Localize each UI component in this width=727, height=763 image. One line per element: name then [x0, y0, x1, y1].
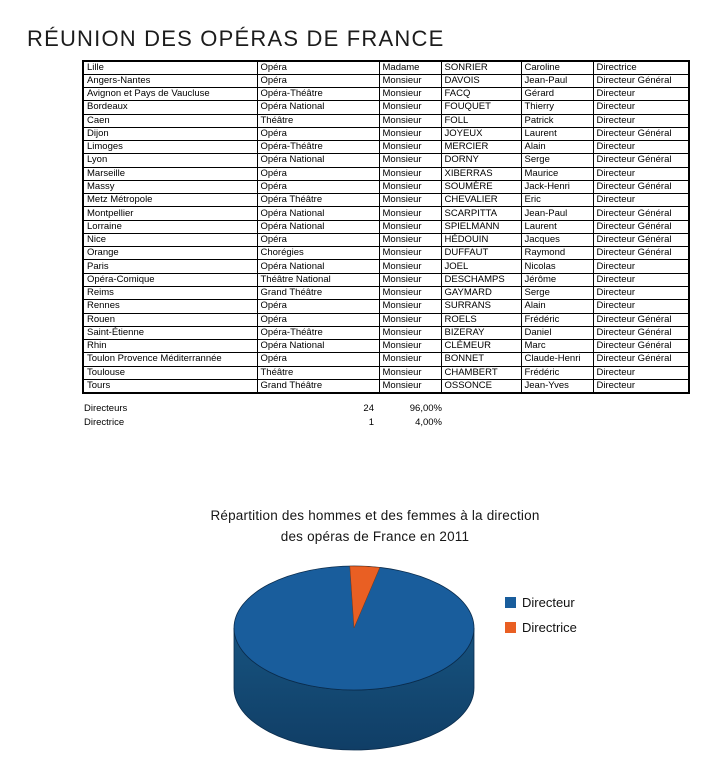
table-cell: Directeur Général — [593, 326, 689, 339]
table-cell: Opéra — [257, 300, 379, 313]
table-cell: SPIELMANN — [441, 220, 521, 233]
table-cell: Monsieur — [379, 220, 441, 233]
summary-row — [84, 402, 444, 416]
table-cell: Caroline — [521, 61, 593, 74]
table-cell: Jean-Paul — [521, 207, 593, 220]
table-cell: Opéra — [257, 74, 379, 87]
table-cell: Limoges — [83, 141, 257, 154]
table-cell: Lille — [83, 61, 257, 74]
table-cell: Serge — [521, 154, 593, 167]
table-row — [83, 313, 689, 326]
table-cell: FACQ — [441, 88, 521, 101]
table-cell: Opéra — [257, 167, 379, 180]
table-cell: Madame — [379, 61, 441, 74]
table-cell: SURRANS — [441, 300, 521, 313]
summary-count: 1 — [368, 416, 374, 428]
table-cell: Directeur — [593, 300, 689, 313]
table-cell: Marc — [521, 340, 593, 353]
table-cell: Jack-Henri — [521, 180, 593, 193]
legend-swatch — [505, 622, 516, 633]
table-cell: Daniel — [521, 326, 593, 339]
table-cell: Monsieur — [379, 300, 441, 313]
legend-item-directrice — [505, 620, 577, 635]
table-row — [83, 340, 689, 353]
table-cell: Nice — [83, 233, 257, 246]
table-cell: DESCHAMPS — [441, 273, 521, 286]
summary-block — [84, 402, 444, 429]
table-cell: SONRIER — [441, 61, 521, 74]
table-cell: Directeur Général — [593, 340, 689, 353]
table-cell: MERCIER — [441, 141, 521, 154]
page-title: RÉUNION DES OPÉRAS DE FRANCE — [27, 26, 445, 51]
table-cell: Directeur Général — [593, 207, 689, 220]
legend-label: Directeur — [522, 595, 575, 610]
table-row — [83, 379, 689, 392]
table-cell: Opéra-Théâtre — [257, 326, 379, 339]
table-row — [83, 74, 689, 87]
table-row — [83, 114, 689, 127]
chart-title-line1: Répartition des hommes et des femmes à la direction — [210, 508, 540, 523]
table-cell: Rouen — [83, 313, 257, 326]
table-cell: Théâtre — [257, 366, 379, 379]
table-cell: Monsieur — [379, 127, 441, 140]
table-cell: Monsieur — [379, 88, 441, 101]
table-row — [83, 88, 689, 101]
table-cell: Serge — [521, 287, 593, 300]
table-cell: Monsieur — [379, 74, 441, 87]
table-row — [83, 300, 689, 313]
table-cell: Directeur — [593, 379, 689, 392]
table-row — [83, 247, 689, 260]
table-cell: Directeur Général — [593, 313, 689, 326]
table-row — [83, 287, 689, 300]
table-cell: Monsieur — [379, 141, 441, 154]
table-cell: Théâtre — [257, 114, 379, 127]
legend-label: Directrice — [522, 620, 577, 635]
table-cell: Opéra-Théâtre — [257, 141, 379, 154]
table-cell: Jean-Yves — [521, 379, 593, 392]
table-cell: Alain — [521, 141, 593, 154]
table-row — [83, 141, 689, 154]
table-cell: XIBERRAS — [441, 167, 521, 180]
table-cell: Opéra — [257, 180, 379, 193]
table-cell: Chorégies — [257, 247, 379, 260]
table-cell: Directeur — [593, 167, 689, 180]
table-cell: DUFFAUT — [441, 247, 521, 260]
summary-row — [84, 416, 444, 430]
table-cell: Directeur Général — [593, 233, 689, 246]
table-cell: Angers-Nantes — [83, 74, 257, 87]
table-row — [83, 127, 689, 140]
table-cell: Monsieur — [379, 326, 441, 339]
table-cell: Monsieur — [379, 340, 441, 353]
table-cell: CHAMBERT — [441, 366, 521, 379]
table-cell: Monsieur — [379, 379, 441, 392]
table-cell: Monsieur — [379, 260, 441, 273]
table-cell: Orange — [83, 247, 257, 260]
table-cell: DORNY — [441, 154, 521, 167]
table-cell: Directeur Général — [593, 247, 689, 260]
table-cell: Monsieur — [379, 247, 441, 260]
table-cell: JOYEUX — [441, 127, 521, 140]
table-cell: Directeur — [593, 141, 689, 154]
table-cell: Opéra National — [257, 207, 379, 220]
table-cell: Laurent — [521, 220, 593, 233]
summary-count: 24 — [363, 403, 374, 415]
table-cell: FOLL — [441, 114, 521, 127]
table-cell: Nicolas — [521, 260, 593, 273]
table-cell: Directeur — [593, 287, 689, 300]
table-cell: Caen — [83, 114, 257, 127]
table-cell: Reims — [83, 287, 257, 300]
table-cell: Marseille — [83, 167, 257, 180]
table-cell: Alain — [521, 300, 593, 313]
table-row — [83, 326, 689, 339]
table-cell: Directeur Général — [593, 154, 689, 167]
table-cell: Monsieur — [379, 180, 441, 193]
table-cell: Monsieur — [379, 273, 441, 286]
directors-table — [82, 60, 690, 394]
directors-table-body — [83, 61, 689, 393]
table-cell: Opéra National — [257, 260, 379, 273]
table-row — [83, 273, 689, 286]
summary-percent: 4,00% — [415, 416, 442, 428]
table-cell: Lyon — [83, 154, 257, 167]
table-cell: Laurent — [521, 127, 593, 140]
table-cell: Opéra National — [257, 154, 379, 167]
table-cell: FOUQUET — [441, 101, 521, 114]
table-cell: JOEL — [441, 260, 521, 273]
table-cell: Directrice — [593, 61, 689, 74]
chart-legend — [505, 595, 577, 635]
table-cell: HÉDOUIN — [441, 233, 521, 246]
table-cell: Directeur — [593, 260, 689, 273]
summary-label: Directrice — [84, 416, 125, 428]
table-cell: Toulon Provence Méditerrannée — [83, 353, 257, 366]
legend-item-directeur — [505, 595, 577, 610]
table-cell: Saint-Étienne — [83, 326, 257, 339]
table-cell: Patrick — [521, 114, 593, 127]
table-cell: Monsieur — [379, 167, 441, 180]
table-cell: Directeur Général — [593, 180, 689, 193]
table-row — [83, 154, 689, 167]
table-cell: Raymond — [521, 247, 593, 260]
table-row — [83, 61, 689, 74]
table-cell: Directeur — [593, 273, 689, 286]
table-cell: Opéra-Comique — [83, 273, 257, 286]
table-cell: Monsieur — [379, 233, 441, 246]
table-row — [83, 180, 689, 193]
table-cell: Grand Théâtre — [257, 379, 379, 392]
table-row — [83, 366, 689, 379]
table-cell: Avignon et Pays de Vaucluse — [83, 88, 257, 101]
table-cell: Tours — [83, 379, 257, 392]
table-cell: Jérôme — [521, 273, 593, 286]
legend-swatch — [505, 597, 516, 608]
table-cell: Claude-Henri — [521, 353, 593, 366]
table-cell: Directeur — [593, 194, 689, 207]
table-cell: Opéra Théâtre — [257, 194, 379, 207]
table-cell: Directeur — [593, 88, 689, 101]
table-cell: Opéra — [257, 353, 379, 366]
chart-title-line2: des opéras de France en 2011 — [280, 528, 470, 544]
table-cell: Frédéric — [521, 366, 593, 379]
table-cell: Jacques — [521, 233, 593, 246]
table-cell: Montpellier — [83, 207, 257, 220]
table-cell: Toulouse — [83, 366, 257, 379]
table-cell: BONNET — [441, 353, 521, 366]
table-cell: Opéra — [257, 233, 379, 246]
table-cell: Thierry — [521, 101, 593, 114]
pie-chart — [209, 550, 499, 755]
table-cell: SOUMÈRE — [441, 180, 521, 193]
table-cell: Monsieur — [379, 287, 441, 300]
table-cell: Lorraine — [83, 220, 257, 233]
table-row — [83, 101, 689, 114]
table-cell: BIZERAY — [441, 326, 521, 339]
table-cell: Opéra National — [257, 101, 379, 114]
table-cell: OSSONCE — [441, 379, 521, 392]
table-cell: Directeur — [593, 101, 689, 114]
table-cell: CHEVALIER — [441, 194, 521, 207]
table-cell: Monsieur — [379, 207, 441, 220]
table-cell: Directeur Général — [593, 127, 689, 140]
table-cell: Théâtre National — [257, 273, 379, 286]
table-cell: CLÉMEUR — [441, 340, 521, 353]
table-cell: Frédéric — [521, 313, 593, 326]
table-cell: GAYMARD — [441, 287, 521, 300]
table-cell: Monsieur — [379, 353, 441, 366]
table-cell: Grand Théâtre — [257, 287, 379, 300]
summary-percent: 96,00% — [409, 403, 442, 415]
table-cell: SCARPITTA — [441, 207, 521, 220]
table-cell: Rennes — [83, 300, 257, 313]
table-cell: Jean-Paul — [521, 74, 593, 87]
table-cell: ROELS — [441, 313, 521, 326]
chart-title — [140, 506, 610, 548]
table-cell: Opéra-Théâtre — [257, 88, 379, 101]
table-cell: Monsieur — [379, 101, 441, 114]
table-cell: Monsieur — [379, 154, 441, 167]
table-cell: Opéra — [257, 127, 379, 140]
table-cell: Rhin — [83, 340, 257, 353]
table-cell: Opéra National — [257, 220, 379, 233]
table-cell: Directeur — [593, 114, 689, 127]
table-cell: Dijon — [83, 127, 257, 140]
table-cell: Eric — [521, 194, 593, 207]
table-row — [83, 220, 689, 233]
table-cell: Paris — [83, 260, 257, 273]
table-row — [83, 207, 689, 220]
table-cell: Massy — [83, 180, 257, 193]
table-cell: Bordeaux — [83, 101, 257, 114]
table-cell: Monsieur — [379, 114, 441, 127]
table-cell: Directeur Général — [593, 220, 689, 233]
table-cell: Directeur Général — [593, 353, 689, 366]
table-row — [83, 260, 689, 273]
table-cell: Opéra — [257, 61, 379, 74]
table-row — [83, 233, 689, 246]
table-cell: Maurice — [521, 167, 593, 180]
summary-label: Directeurs — [84, 403, 128, 415]
table-cell: Monsieur — [379, 313, 441, 326]
table-cell: Opéra National — [257, 340, 379, 353]
table-cell: Metz Métropole — [83, 194, 257, 207]
table-cell: DAVOIS — [441, 74, 521, 87]
table-cell: Directeur — [593, 366, 689, 379]
table-row — [83, 194, 689, 207]
table-cell: Gérard — [521, 88, 593, 101]
table-cell: Opéra — [257, 313, 379, 326]
table-row — [83, 167, 689, 180]
table-cell: Monsieur — [379, 366, 441, 379]
table-cell: Directeur Général — [593, 74, 689, 87]
table-row — [83, 353, 689, 366]
table-cell: Monsieur — [379, 194, 441, 207]
